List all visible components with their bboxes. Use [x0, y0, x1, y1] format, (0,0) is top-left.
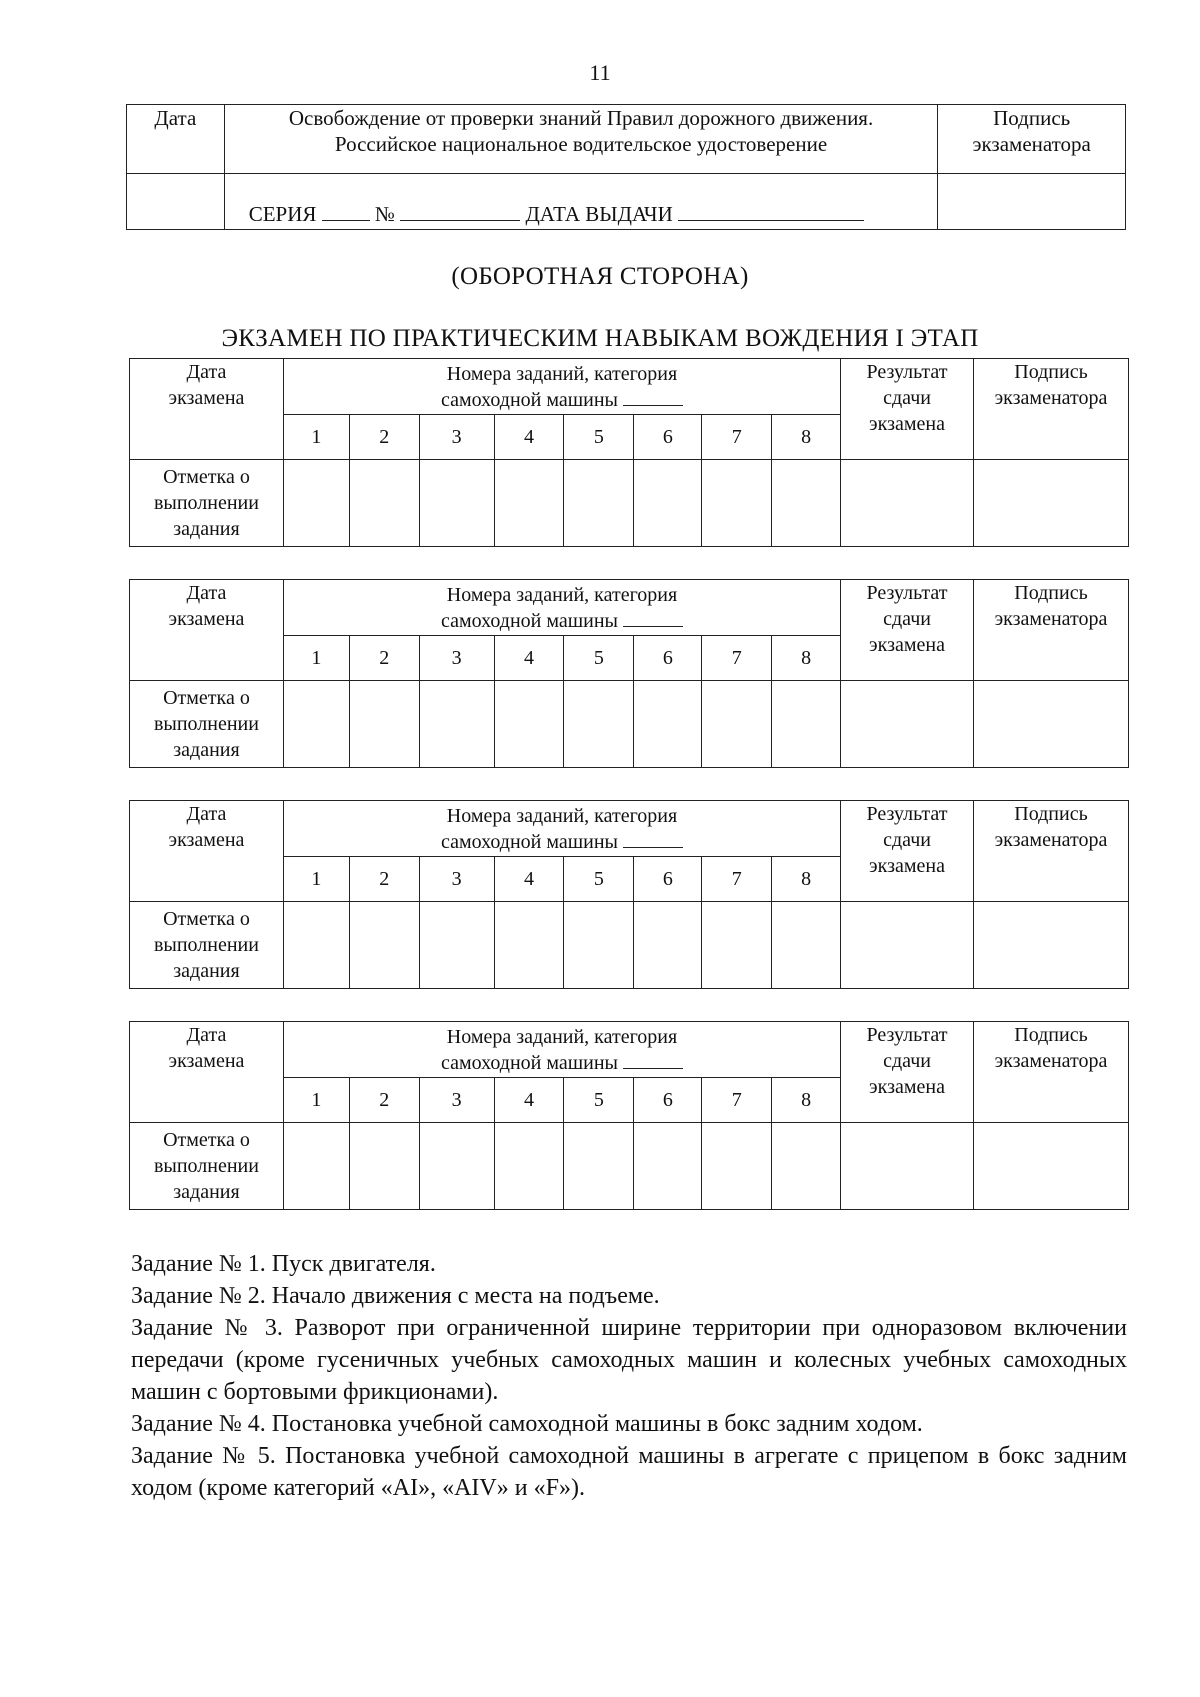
result-cell[interactable]: [841, 1123, 974, 1210]
signature-line2: экзаменатора: [994, 829, 1108, 851]
number-field[interactable]: [400, 202, 520, 221]
task-number-cell: 8: [772, 636, 841, 681]
category-field[interactable]: [623, 608, 683, 627]
exam-date-header: [130, 359, 284, 460]
task-numbers-line1: Номера заданий, категория: [446, 363, 678, 385]
signature-value-cell[interactable]: [938, 174, 1126, 230]
license-series-line: [224, 174, 938, 230]
exam-table-1: [129, 358, 1129, 547]
category-line: [284, 1050, 840, 1076]
exam-result-header: [841, 1022, 974, 1123]
task-mark-cell[interactable]: [283, 681, 349, 768]
exam-date-line2: экзамена: [168, 387, 245, 409]
mark-line1: Отметка о: [163, 687, 250, 709]
exam-table-4: [129, 1021, 1129, 1210]
exam-date-line2: экзамена: [168, 829, 245, 851]
result-cell[interactable]: [841, 681, 974, 768]
task-mark-cell[interactable]: [283, 902, 349, 989]
date-value-cell[interactable]: [127, 174, 225, 230]
category-field[interactable]: [623, 829, 683, 848]
task-number-cell: 6: [634, 1078, 702, 1123]
exemption-header-line1: Освобождение от проверки знаний Правил дорожного движения.: [288, 106, 874, 130]
task-number-cell: 3: [419, 1078, 494, 1123]
task-number-cell: 4: [494, 415, 564, 460]
task-number-cell: 7: [702, 636, 772, 681]
task-numbers-line1: Номера заданий, категория: [446, 805, 678, 827]
examiner-signature-header: [973, 801, 1128, 902]
signature-line1: Подпись: [1014, 803, 1088, 825]
task-mark-cell[interactable]: [702, 681, 772, 768]
category-label: самоходной машины: [440, 389, 618, 411]
task-number-cell: 5: [564, 415, 634, 460]
task-number-cell: 7: [702, 415, 772, 460]
issue-date-label: ДАТА ВЫДАЧИ: [525, 202, 673, 226]
signature-header-line2: экзаменатора: [972, 132, 1091, 156]
category-field[interactable]: [623, 387, 683, 406]
result-line2: сдачи: [883, 608, 931, 630]
category-label: самоходной машины: [440, 610, 618, 632]
exam-date-line1: Дата: [186, 361, 227, 383]
task-mark-cell[interactable]: [772, 460, 841, 547]
result-line1: Результат: [866, 803, 948, 825]
completion-mark-label: [130, 902, 284, 989]
task-number-cell: 3: [419, 415, 494, 460]
task-mark-cell[interactable]: [349, 681, 419, 768]
task-descriptions: [131, 1248, 1127, 1504]
signature-cell[interactable]: [973, 1123, 1128, 1210]
task-mark-cell[interactable]: [634, 1123, 702, 1210]
examiner-signature-header: [973, 1022, 1128, 1123]
task-mark-cell[interactable]: [772, 681, 841, 768]
exam-date-line1: Дата: [186, 582, 227, 604]
task-description: Задание № 4. Постановка учебной самоходной машины в бокс задним ходом.: [131, 1411, 923, 1437]
result-line3: экзамена: [869, 1076, 945, 1098]
task-mark-cell[interactable]: [702, 1123, 772, 1210]
exam-title: ЭКЗАМЕН ПО ПРАКТИЧЕСКИМ НАВЫКАМ ВОЖДЕНИЯ I ЭТАП: [221, 325, 979, 352]
mark-line1: Отметка о: [163, 908, 250, 930]
signature-line1: Подпись: [1014, 361, 1088, 383]
series-field[interactable]: [322, 202, 370, 221]
date-header-cell: [127, 105, 225, 174]
exam-date-header: [130, 580, 284, 681]
category-line: [284, 387, 840, 413]
mark-line3: задания: [173, 960, 240, 982]
exam-result-header: [841, 580, 974, 681]
result-cell[interactable]: [841, 460, 974, 547]
signature-line1: Подпись: [1014, 1024, 1088, 1046]
task-description: Задание № 1. Пуск двигателя.: [131, 1251, 436, 1277]
task-number-cell: 1: [283, 415, 349, 460]
issue-date-field[interactable]: [678, 202, 864, 221]
task-numbers-header: [283, 359, 840, 415]
task-mark-cell[interactable]: [494, 460, 564, 547]
completion-mark-label: [130, 681, 284, 768]
task-number-cell: 5: [564, 1078, 634, 1123]
task-number-cell: 5: [564, 857, 634, 902]
task-description: Задание № 3. Разворот при ограниченной ширине территории при одноразовом включении передачи (кроме гусеничных учебных самоходных машин и колесных учебных самоходных машин с бортовыми фрикционами).: [131, 1315, 1127, 1405]
task-number-cell: 1: [283, 1078, 349, 1123]
result-line3: экзамена: [869, 855, 945, 877]
category-line: [284, 829, 840, 855]
task-numbers-header: [283, 1022, 840, 1078]
signature-line2: экзаменатора: [994, 387, 1108, 409]
task-mark-cell[interactable]: [419, 681, 494, 768]
exam-table-2: [129, 579, 1129, 768]
number-label: №: [374, 202, 395, 226]
completion-mark-label: [130, 1123, 284, 1210]
category-field[interactable]: [623, 1050, 683, 1069]
task-mark-cell[interactable]: [634, 460, 702, 547]
mark-line1: Отметка о: [163, 1129, 250, 1151]
signature-line2: экзаменатора: [994, 1050, 1108, 1072]
exemption-header-line2: Российское национальное водительское удостоверение: [334, 132, 828, 156]
task-number-cell: 1: [283, 857, 349, 902]
result-line1: Результат: [866, 582, 948, 604]
task-number-cell: 6: [634, 857, 702, 902]
task-mark-cell[interactable]: [564, 460, 634, 547]
category-label: самоходной машины: [440, 831, 618, 853]
task-mark-cell[interactable]: [772, 1123, 841, 1210]
category-line: [284, 608, 840, 634]
task-mark-cell[interactable]: [419, 1123, 494, 1210]
examiner-signature-header: [973, 359, 1128, 460]
task-mark-cell[interactable]: [494, 902, 564, 989]
mark-line3: задания: [173, 1181, 240, 1203]
series-label: СЕРИЯ: [248, 202, 317, 226]
task-mark-cell[interactable]: [494, 681, 564, 768]
task-description: Задание № 5. Постановка учебной самоходной машины в агрегате с прицепом в бокс задним ходом (кроме категорий «AI», «AIV» и «F»).: [131, 1443, 1127, 1501]
exam-table-3: [129, 800, 1129, 989]
mark-line3: задания: [173, 518, 240, 540]
result-line2: сдачи: [883, 387, 931, 409]
signature-header-line1: Подпись: [993, 106, 1071, 130]
task-mark-cell[interactable]: [634, 902, 702, 989]
exam-date-header: [130, 801, 284, 902]
category-label: самоходной машины: [440, 1052, 618, 1074]
task-description: Задание № 2. Начало движения с места на подъеме.: [131, 1283, 660, 1309]
exam-date-line2: экзамена: [168, 1050, 245, 1072]
task-mark-cell[interactable]: [702, 460, 772, 547]
signature-cell[interactable]: [973, 681, 1128, 768]
task-mark-cell[interactable]: [564, 681, 634, 768]
result-line1: Результат: [866, 1024, 948, 1046]
page-number: 11: [589, 60, 611, 85]
mark-line2: выполнении: [153, 1155, 259, 1177]
task-mark-cell[interactable]: [702, 902, 772, 989]
date-header: Дата: [154, 106, 197, 130]
task-number-cell: 4: [494, 636, 564, 681]
task-mark-cell[interactable]: [283, 460, 349, 547]
task-numbers-line1: Номера заданий, категория: [446, 1026, 678, 1048]
exam-date-header: [130, 1022, 284, 1123]
signature-header-cell: [938, 105, 1126, 174]
task-number-cell: 5: [564, 636, 634, 681]
exam-date-line1: Дата: [186, 1024, 227, 1046]
signature-line1: Подпись: [1014, 582, 1088, 604]
signature-line2: экзаменатора: [994, 608, 1108, 630]
license-exemption-table: [126, 104, 1126, 230]
exam-result-header: [841, 359, 974, 460]
result-line1: Результат: [866, 361, 948, 383]
task-mark-cell[interactable]: [349, 902, 419, 989]
task-number-cell: 7: [702, 1078, 772, 1123]
mark-line1: Отметка о: [163, 466, 250, 488]
examiner-signature-header: [973, 580, 1128, 681]
result-cell[interactable]: [841, 902, 974, 989]
task-mark-cell[interactable]: [494, 1123, 564, 1210]
task-mark-cell[interactable]: [283, 1123, 349, 1210]
result-line3: экзамена: [869, 634, 945, 656]
mark-line2: выполнении: [153, 492, 259, 514]
task-number-cell: 3: [419, 857, 494, 902]
task-mark-cell[interactable]: [349, 1123, 419, 1210]
task-mark-cell[interactable]: [419, 460, 494, 547]
task-number-cell: 7: [702, 857, 772, 902]
task-numbers-header: [283, 580, 840, 636]
task-number-cell: 2: [349, 415, 419, 460]
signature-cell[interactable]: [973, 902, 1128, 989]
task-number-cell: 8: [772, 415, 841, 460]
task-number-cell: 4: [494, 857, 564, 902]
exam-date-line1: Дата: [186, 803, 227, 825]
task-number-cell: 2: [349, 857, 419, 902]
mark-line2: выполнении: [153, 934, 259, 956]
mark-line2: выполнении: [153, 713, 259, 735]
exam-result-header: [841, 801, 974, 902]
task-mark-cell[interactable]: [564, 902, 634, 989]
task-numbers-line1: Номера заданий, категория: [446, 584, 678, 606]
task-mark-cell[interactable]: [634, 681, 702, 768]
task-number-cell: 4: [494, 1078, 564, 1123]
exemption-header-cell: [224, 105, 938, 174]
completion-mark-label: [130, 460, 284, 547]
mark-line3: задания: [173, 739, 240, 761]
task-mark-cell[interactable]: [419, 902, 494, 989]
task-numbers-header: [283, 801, 840, 857]
task-number-cell: 6: [634, 415, 702, 460]
task-mark-cell[interactable]: [772, 902, 841, 989]
reverse-side-title: (ОБОРОТНАЯ СТОРОНА): [451, 263, 749, 290]
result-line2: сдачи: [883, 829, 931, 851]
task-number-cell: 6: [634, 636, 702, 681]
task-number-cell: 1: [283, 636, 349, 681]
task-number-cell: 2: [349, 1078, 419, 1123]
task-mark-cell[interactable]: [564, 1123, 634, 1210]
task-mark-cell[interactable]: [349, 460, 419, 547]
exam-date-line2: экзамена: [168, 608, 245, 630]
signature-cell[interactable]: [973, 460, 1128, 547]
task-number-cell: 2: [349, 636, 419, 681]
result-line2: сдачи: [883, 1050, 931, 1072]
task-number-cell: 3: [419, 636, 494, 681]
task-number-cell: 8: [772, 1078, 841, 1123]
result-line3: экзамена: [869, 413, 945, 435]
task-number-cell: 8: [772, 857, 841, 902]
